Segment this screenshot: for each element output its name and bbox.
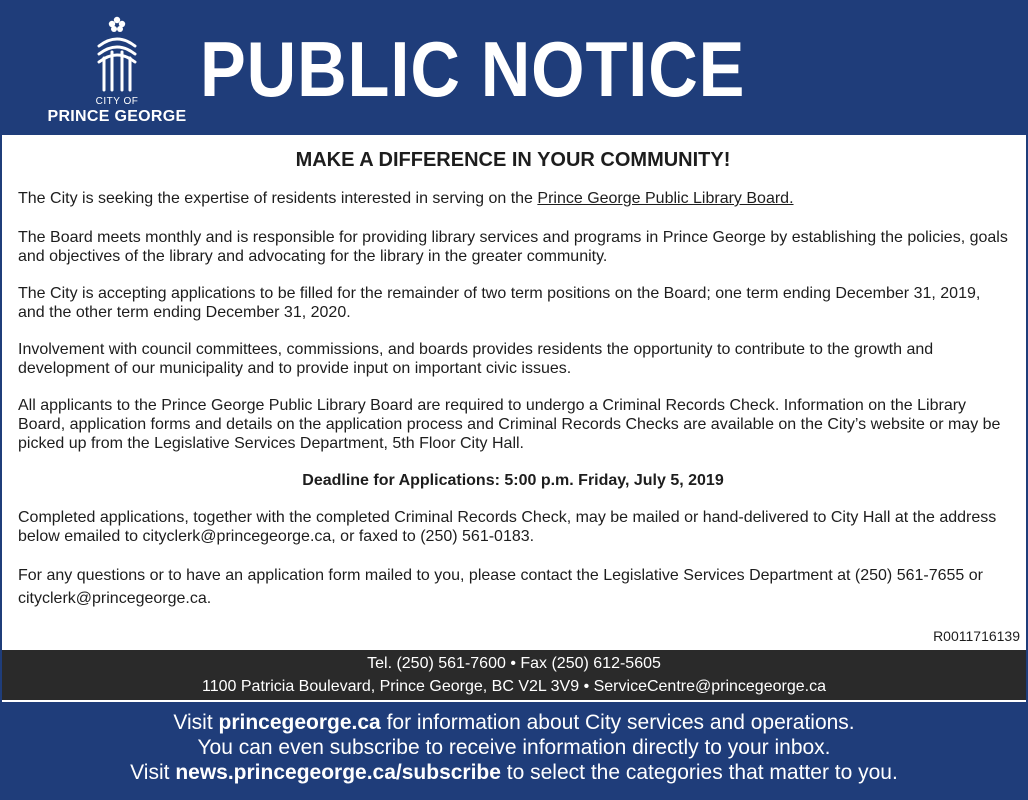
subscribe-link[interactable]: news.princegeorge.ca/subscribe	[175, 761, 501, 784]
library-board-link[interactable]: Prince George Public Library Board.	[537, 190, 794, 207]
footer-line-3-pre: Visit	[130, 761, 176, 784]
paragraph-intro	[18, 189, 1008, 208]
contact-bar	[2, 650, 1026, 700]
paragraph-questions: For any questions or to have an application form mailed to you, please contact the Legislative Services Department at (250) 561-7655 or cityclerk@princegeorge.ca.	[18, 567, 983, 607]
paragraph-involvement: Involvement with council committees, commissions, and boards provides residents the opportunity to contribute to the growth and development of our municipality and to provide input on important civic issues.	[18, 341, 934, 377]
application-deadline: Deadline for Applications: 5:00 p.m. Friday, July 5, 2019	[302, 472, 724, 489]
paragraph-requirements: All applicants to the Prince George Public Library Board are required to undergo a Criminal Records Check. Information on the Library Board, application forms and details on the application process and Criminal Records Checks are available on the City’s website or may be picked up from the Legislative Services Department, 5th Floor City Hall.	[18, 397, 1001, 452]
reference-number: R0011716139	[933, 628, 1020, 644]
contact-address-email: 1100 Patricia Boulevard, Prince George, BC V2L 3V9 • ServiceCentre@princegeorge.ca	[202, 678, 826, 695]
footer-banner	[2, 702, 1026, 798]
notice-headline: MAKE A DIFFERENCE IN YOUR COMMUNITY!	[295, 149, 731, 171]
paragraph-intro-text: The City is seeking the expertise of residents interested in serving on the	[18, 190, 538, 207]
paragraph-positions: The City is accepting applications to be filled for the remainder of two term positions on the Board; one term ending December 31, 2019, and the other term ending December 31, 2020.	[18, 285, 981, 321]
logo-city-name-text: PRINCE GEORGE	[47, 108, 187, 125]
page-title: PUBLIC NOTICE	[200, 25, 746, 113]
notice-header	[2, 2, 1026, 135]
footer-line-2: You can even subscribe to receive information directly to your inbox.	[197, 736, 831, 759]
footer-line-1-post: for information about City services and operations.	[380, 711, 855, 734]
footer-line-3	[2, 761, 1026, 785]
city-of-prince-george-emblem-icon	[92, 14, 142, 92]
website-link[interactable]: princegeorge.ca	[218, 711, 381, 734]
paragraph-submission: Completed applications, together with the completed Criminal Records Check, may be mailed or hand-delivered to City Hall at the address below emailed to cityclerk@princegeorge.ca, or faxed to (250) 561-0183.	[18, 509, 997, 545]
footer-line-1	[2, 711, 1026, 735]
footer-line-1-pre: Visit	[173, 711, 219, 734]
contact-phone-fax: Tel. (250) 561-7600 • Fax (250) 612-5605	[367, 655, 661, 672]
logo-city-of-text: CITY OF	[95, 96, 139, 107]
city-logo	[42, 12, 192, 130]
notice-body	[18, 147, 1008, 628]
paragraph-board-role: The Board meets monthly and is responsible for providing library services and programs in Prince George by establishing the policies, goals and objectives of the library and advocating for the library in the greater community.	[18, 229, 1008, 265]
footer-line-3-post: to select the categories that matter to you.	[500, 761, 898, 784]
